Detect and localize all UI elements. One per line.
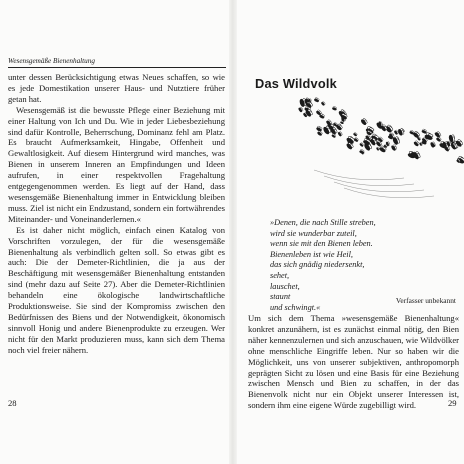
poem-line: sehet, (270, 270, 290, 280)
paragraph: Um sich dem Thema »wesensgemäße Bienenhaltung« konkret anzunähern, ist es zunächst einmal nötig, den Bien näher kennenzulernen und sich anzuschauen, wie Wildvölker ohne menschliche Eingriffe leben. Nur so haben wir die Möglichkeit, uns von unserer subjektiven, anthropomorph geprägten Sicht zu lösen und eine Basis für eine Beziehung zwischen Mensch und Bien zu schaffen, in der das Bienenvolk nicht nur ein Objekt unserer Interessen ist, sondern ihm eine eigene Würde zugebilligt wird. (248, 313, 459, 411)
flight-path-line (344, 188, 434, 198)
bee-icon (346, 135, 356, 145)
paragraph: Wesensgemäß ist die bewusste Pflege einer Beziehung mit einer Haltung von Ich und Du. Wie in jeder Liebesbeziehung sind dafür Kontrolle, Beherrschung, Dominanz fehl am Platz. Es braucht Aufmerksamkeit, Hingabe, Offenheit und Gewaltlosigkeit. Auf diesem Hintergrund wird manches, was Bienen in unserem Inneren an Empfindungen und Ideen aufrufen, in einer respektvollen Fragehaltung entgegengenommen werden. Es liegt auf der Hand, dass wesensgemäße Bienenhaltung immer in Entwicklung bleiben muss. Ziel ist nicht ein Endzustand, sondern ein fortwährendes Miteinander- und Voneinanderlernen.« (8, 104, 225, 224)
poem-line: und schwingt.« (270, 302, 321, 312)
poem-line: lauschet, (270, 281, 300, 291)
bee-icon (397, 128, 405, 136)
bee-icon (360, 117, 368, 125)
bee-icon (413, 140, 420, 147)
page-number-right: 29 (448, 398, 457, 408)
bee-swarm-illustration (294, 78, 464, 213)
bee-icon (353, 132, 358, 137)
bee-icon (298, 106, 304, 112)
bee-icon (434, 131, 441, 139)
bee-icon (331, 133, 336, 138)
poem-line: das sich gnädig niedersenkt, (270, 260, 365, 270)
left-body-text (8, 72, 225, 356)
poem-attribution: Verfasser unbekannt (395, 296, 456, 305)
bee-icon (316, 126, 323, 133)
flight-path-line (324, 176, 414, 186)
poem-line: wird sie wunderbar zuteil, (270, 228, 357, 238)
page-number-left: 28 (8, 398, 17, 408)
header-rule (8, 67, 226, 68)
bee-icon (321, 101, 326, 106)
bee-icon (332, 106, 338, 111)
paragraph: Es ist daher nicht möglich, einfach einen Katalog von Vorschriften vorzulegen, der für die wesensgemäße Bienenhaltung als verbindlich gelten soll. So etwas gibt es auch: Die der Demeter-Richtlinien, die ja aus der Beschäftigung mit wesensgemäßer Bienenhaltung entstanden sind (mehr dazu auf Seite 27). Aber die Demeter-Richtlinien behandeln eine ökologische landwirtschaftliche Produktionsweise. Sie sind der Kompromiss zwischen den Bedürfnissen des Biens und der Notwendigkeit, ökonomisch sinnvoll Honig und andere Bienenprodukte zu erzeugen. Wer nicht für den Markt produzieren muss, kann sich dem Thema noch viel freier nähern. (8, 224, 225, 355)
bee-icon (337, 131, 343, 137)
bee-icon (314, 97, 320, 103)
running-head: Wesensgemäße Bienenhaltung (8, 57, 95, 65)
poem-line: staunt (270, 292, 291, 302)
flight-path-line (314, 170, 404, 180)
poem-line: wenn sie mit den Bienen leben. (270, 239, 373, 249)
bee-icon (412, 150, 421, 160)
bee-icon (359, 142, 364, 147)
poem-line: Bienenleben ist wie Heil, (270, 249, 353, 259)
bee-icon (390, 144, 397, 152)
right-body-text (248, 313, 459, 411)
right-page (236, 0, 464, 464)
flight-path-line (334, 182, 424, 192)
chapter-title: Das Wildvolk (255, 76, 337, 91)
poem-line: »Denen, die nach Stille streben, (270, 218, 376, 227)
paragraph: unter dessen Berücksichtigung etwas Neues schaffen, so wie es jede Domestikation unserer Haus- und Nutztiere früher getan hat. (8, 72, 225, 104)
